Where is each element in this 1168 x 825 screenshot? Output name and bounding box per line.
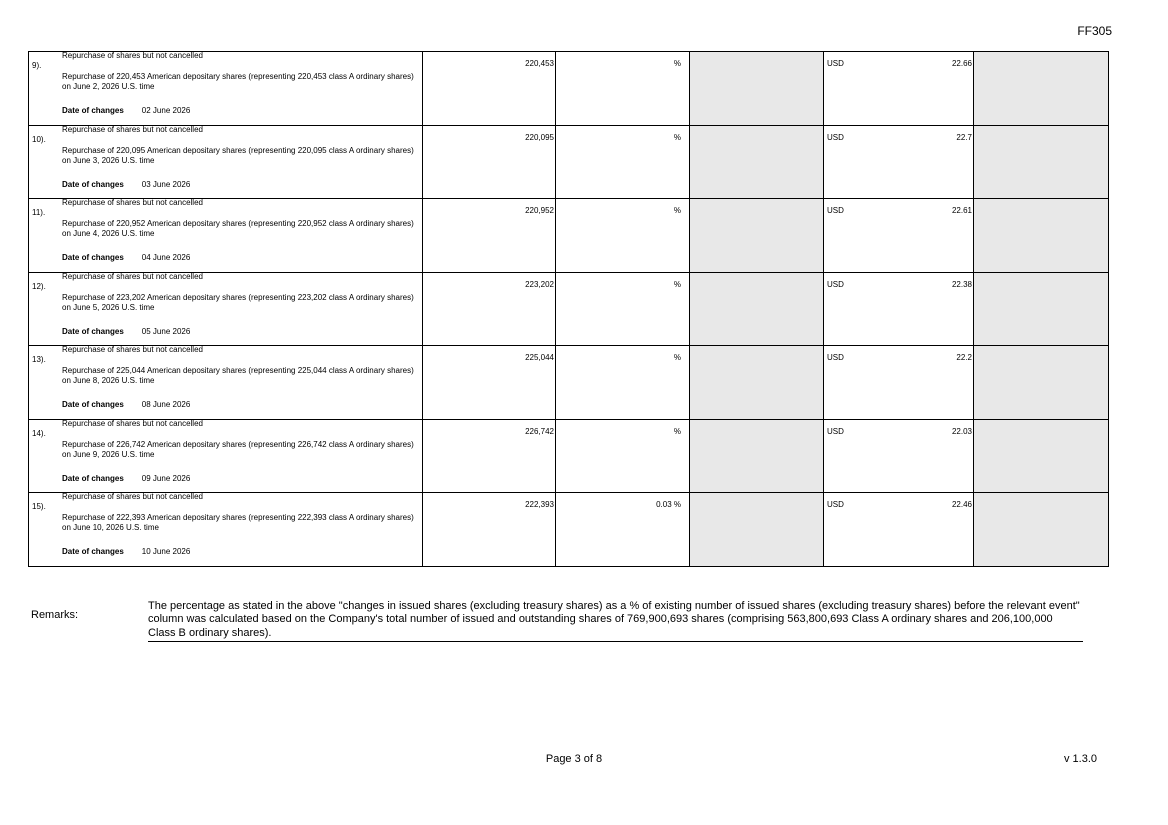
shaded-cell bbox=[690, 272, 824, 346]
date-value: 08 June 2026 bbox=[141, 400, 191, 409]
shaded-cell bbox=[974, 346, 1109, 420]
shaded-cell bbox=[690, 199, 824, 273]
currency: USD bbox=[827, 206, 844, 215]
percentage-cell: % bbox=[556, 346, 690, 420]
date-of-changes bbox=[62, 400, 190, 411]
row-number: 9). bbox=[32, 61, 42, 70]
shaded-cell bbox=[974, 493, 1109, 567]
version-label: v 1.3.0 bbox=[1063, 753, 1097, 765]
currency: USD bbox=[827, 279, 844, 289]
event-type: Repurchase of shares but not cancelled bbox=[62, 345, 203, 354]
shaded-cell bbox=[974, 125, 1109, 199]
price-cell bbox=[824, 125, 974, 199]
price-cell bbox=[824, 272, 974, 346]
price-value: 22.46 bbox=[951, 500, 972, 509]
percentage-cell: % bbox=[556, 199, 690, 273]
event-description-cell bbox=[29, 125, 423, 199]
currency: USD bbox=[827, 500, 844, 509]
shaded-cell bbox=[974, 272, 1109, 346]
currency: USD bbox=[827, 59, 844, 68]
form-code: FF305 bbox=[1077, 24, 1112, 38]
table-row bbox=[29, 52, 1109, 126]
event-description-cell bbox=[29, 419, 423, 493]
event-description-cell bbox=[29, 493, 423, 567]
event-detail: Repurchase of 225,044 American depositary shares (representing 225,044 class A ordinary shares) on June 8, 2026 U.S. time bbox=[62, 366, 414, 386]
event-description-cell bbox=[29, 346, 423, 420]
table-row bbox=[29, 346, 1109, 420]
row-number: 15). bbox=[32, 502, 46, 511]
date-of-changes bbox=[62, 474, 190, 485]
currency: USD bbox=[827, 132, 844, 142]
table-row bbox=[29, 272, 1109, 346]
shares-count-cell: 223,202 bbox=[423, 272, 556, 346]
shares-count-cell: 226,742 bbox=[423, 419, 556, 493]
row-number: 13). bbox=[32, 355, 46, 364]
date-label: Date of changes bbox=[62, 253, 124, 262]
event-detail: Repurchase of 220,095 American depositary shares (representing 220,095 class A ordinary shares) on June 3, 2026 U.S. time bbox=[62, 145, 414, 165]
price-cell bbox=[824, 52, 974, 126]
date-of-changes bbox=[62, 106, 190, 117]
date-value: 03 June 2026 bbox=[141, 179, 191, 189]
row-number: 12). bbox=[32, 281, 46, 291]
date-value: 02 June 2026 bbox=[141, 106, 191, 115]
price-cell bbox=[824, 419, 974, 493]
date-value: 05 June 2026 bbox=[141, 326, 191, 336]
shares-count-cell: 222,393 bbox=[423, 493, 556, 567]
percentage-cell: % bbox=[556, 419, 690, 493]
shaded-cell bbox=[974, 52, 1109, 126]
row-number: 11). bbox=[32, 208, 46, 217]
event-description-cell bbox=[29, 52, 423, 126]
shares-count-cell: 225,044 bbox=[423, 346, 556, 420]
event-type: Repurchase of shares but not cancelled bbox=[62, 271, 203, 281]
shares-count-cell: 220,095 bbox=[423, 125, 556, 199]
price-cell bbox=[824, 346, 974, 420]
shares-count-cell: 220,952 bbox=[423, 199, 556, 273]
shaded-cell bbox=[690, 125, 824, 199]
shaded-cell bbox=[690, 346, 824, 420]
date-of-changes bbox=[62, 327, 190, 338]
event-type: Repurchase of shares but not cancelled bbox=[62, 124, 203, 134]
page-number: Page 3 of 8 bbox=[545, 753, 603, 765]
shaded-cell bbox=[690, 52, 824, 126]
percentage-cell: % bbox=[556, 125, 690, 199]
row-number: 14). bbox=[32, 428, 46, 438]
date-label: Date of changes bbox=[62, 400, 124, 409]
price-value: 22.61 bbox=[951, 206, 972, 215]
shaded-cell bbox=[974, 199, 1109, 273]
date-value: 10 June 2026 bbox=[141, 547, 191, 556]
percentage-cell: 0.03 % bbox=[556, 493, 690, 567]
table-row bbox=[29, 493, 1109, 567]
share-changes-table bbox=[28, 51, 1109, 567]
shaded-cell bbox=[690, 419, 824, 493]
remarks-label: Remarks: bbox=[31, 609, 79, 621]
date-of-changes bbox=[62, 253, 190, 264]
event-detail: Repurchase of 223,202 American depositary shares (representing 223,202 class A ordinary shares) on June 5, 2026 U.S. time bbox=[62, 292, 414, 312]
price-cell bbox=[824, 199, 974, 273]
event-type: Repurchase of shares but not cancelled bbox=[62, 51, 203, 60]
row-number: 10). bbox=[32, 134, 46, 144]
table-row bbox=[29, 419, 1109, 493]
event-detail: Repurchase of 220,453 American depositary shares (representing 220,453 class A ordinary shares) on June 2, 2026 U.S. time bbox=[62, 72, 414, 92]
date-of-changes bbox=[62, 180, 190, 191]
date-label: Date of changes bbox=[62, 106, 124, 115]
event-detail: Repurchase of 220,952 American depositary shares (representing 220,952 class A ordinary shares) on June 4, 2026 U.S. time bbox=[62, 219, 414, 239]
currency: USD bbox=[827, 426, 844, 436]
date-value: 04 June 2026 bbox=[141, 253, 191, 262]
price-value: 22.03 bbox=[951, 426, 972, 436]
date-label: Date of changes bbox=[62, 547, 124, 556]
event-type: Repurchase of shares but not cancelled bbox=[62, 492, 203, 501]
event-detail: Repurchase of 226,742 American depositary shares (representing 226,742 class A ordinary shares) on June 9, 2026 U.S. time bbox=[62, 439, 414, 459]
table-row bbox=[29, 125, 1109, 199]
price-value: 22.66 bbox=[951, 59, 972, 68]
event-detail: Repurchase of 222,393 American depositary shares (representing 222,393 class A ordinary shares) on June 10, 2026 U.S. time bbox=[62, 513, 414, 533]
price-value: 22.7 bbox=[956, 132, 972, 142]
date-value: 09 June 2026 bbox=[141, 473, 191, 483]
date-of-changes bbox=[62, 547, 190, 558]
shaded-cell bbox=[690, 493, 824, 567]
date-label: Date of changes bbox=[62, 179, 124, 189]
remarks-text: The percentage as stated in the above "changes in issued shares (excluding treasury shares) as a % of existing number of issued shares (excluding treasury shares) before the relevant event" column was calculated based on the Company's total number of issued and outstanding shares of 769,900,693 shares (comprising 563,800,693 Class A ordinary shares and 206,100,000 Class B ordinary shares). bbox=[148, 600, 1083, 642]
percentage-cell: % bbox=[556, 52, 690, 126]
event-type: Repurchase of shares but not cancelled bbox=[62, 418, 203, 428]
date-label: Date of changes bbox=[62, 326, 124, 336]
percentage-cell: % bbox=[556, 272, 690, 346]
table-row bbox=[29, 199, 1109, 273]
date-label: Date of changes bbox=[62, 473, 124, 483]
currency: USD bbox=[827, 353, 844, 362]
event-type: Repurchase of shares but not cancelled bbox=[62, 198, 203, 207]
price-value: 22.38 bbox=[951, 279, 972, 289]
shares-count-cell: 220,453 bbox=[423, 52, 556, 126]
shaded-cell bbox=[974, 419, 1109, 493]
event-description-cell bbox=[29, 199, 423, 273]
price-value: 22.2 bbox=[956, 353, 972, 362]
price-cell bbox=[824, 493, 974, 567]
event-description-cell bbox=[29, 272, 423, 346]
